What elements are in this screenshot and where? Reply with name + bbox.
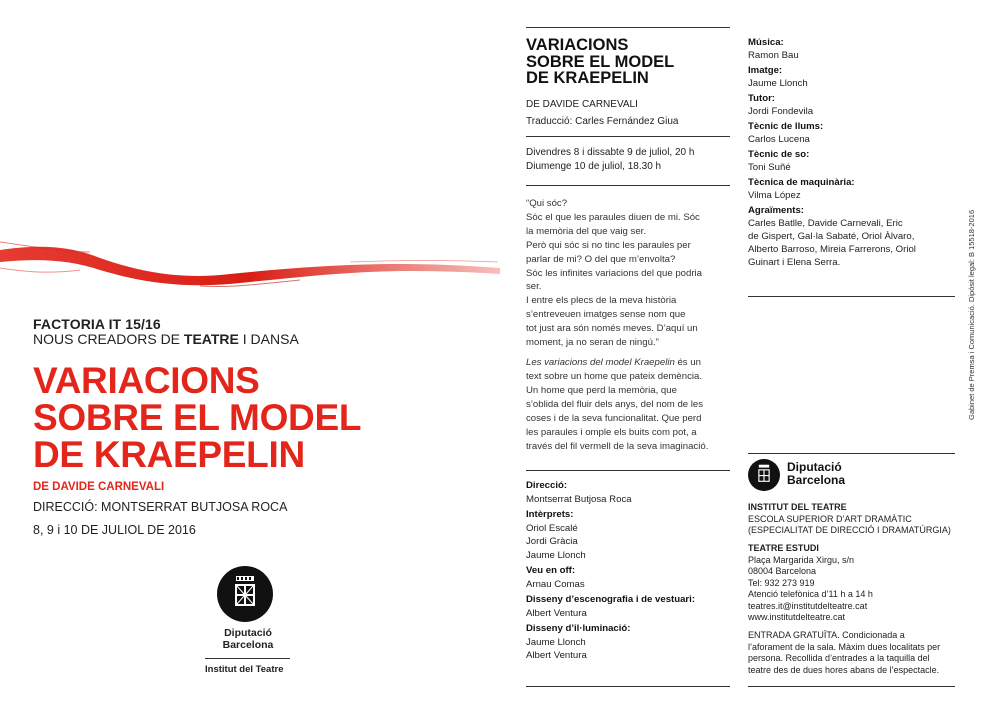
legal-deposit-note: Gabinet de Premsa i Comunicació. Dipòsit legal: B 15518-2016 [967,209,976,420]
divider [526,470,730,471]
description-line: text sobre un home que pateix demència. [526,371,702,382]
credit-label: Direcció: [526,480,568,491]
credit-label: Disseny d’il·luminació: [526,623,631,634]
credit-label: Veu en off: [526,565,576,576]
credit-label: Música: [748,37,784,48]
performance-dates [526,146,730,174]
venue-address: Plaça Margarida Xirgu, s/n [748,554,855,565]
direction-label: DIRECCIÓ: MONTSERRAT BUTJOSA ROCA [33,500,288,514]
venue-email[interactable]: teatres.it@institutdelteatre.cat [748,600,868,611]
divider [205,658,290,659]
credit-label: Tècnica de maquinària: [748,177,855,188]
credit-value: Carlos Lucena [748,134,810,145]
program-title-line: SOBRE EL MODEL [526,52,675,71]
divider [526,185,730,186]
credit-value: Albert Ventura [526,650,587,661]
divider [748,453,955,454]
quote-line: s’entreveuen imatges sense nom que [526,309,686,321]
logo-name [208,627,288,651]
quote-line: tot just ara són només meves. D’aquí un [526,323,698,335]
venue-city: 08004 Barcelona [748,566,817,576]
institute-title: INSTITUT DEL TEATRE [748,502,847,512]
divider [526,27,730,28]
credit-value: Albert Ventura [526,607,587,619]
credit-value: Jaume Llonch [526,636,586,648]
main-title-line: SOBRE EL MODEL [33,397,362,438]
description-line [526,356,730,370]
date-line: Divendres 8 i dissabte 9 de juliol, 20 h [526,147,695,158]
venue-block [748,543,873,624]
credit-value: Arnau Comas [526,578,585,590]
credit-value: Carles Batlle, Davide Carnevali, Eric [748,218,903,229]
series-label: FACTORIA IT 15/16 [33,316,161,332]
main-title-line: DE KRAEPELIN [33,434,305,475]
credit-value: Ramon Bau [748,50,799,61]
credit-value: Jordi Fondevila [748,106,814,117]
credit-value: Montserrat Butjosa Roca [526,493,632,505]
quote-line: I entre els plecs de la meva història [526,295,677,307]
subtitle-bold: TEATRE [183,331,239,347]
entry-line: teatre des de dues hores abans de l’espectacle. [748,664,940,675]
logo-name-line: Diputació [787,460,842,474]
institute-line: ESCOLA SUPERIOR D’ART DRAMÀTIC [748,513,912,524]
diputacio-barcelona-logo-icon [217,566,273,622]
credit-label: Tutor: [748,93,775,104]
description-line: Un home que perd la memòria, que [526,385,677,396]
credit-value: Jordi Gràcia [526,536,578,547]
logo-name-line: Barcelona [222,639,274,651]
description-rest: és un [674,357,701,368]
quote-line: Sóc les infinites variacions del que podria [526,267,702,279]
credit-label: Agraïments: [748,205,804,216]
author-label: DE DAVIDE CARNEVALI [33,481,165,493]
logo-name [787,461,845,487]
credit-value: Oriol Escalé [526,522,578,534]
credit-label: Tècnic de so: [748,149,810,160]
credit-label: Tècnic de llums: [748,121,824,132]
credit-label: Intèrprets: [526,509,574,520]
credit-value: Alberto Barroso, Mireia Farrerons, Oriol [748,244,916,255]
series-subtitle [33,331,299,347]
dates-label: 8, 9 i 10 DE JULIOL DE 2016 [33,523,196,537]
program-title-line: VARIACIONS [526,36,629,54]
venue-website[interactable]: www.institutdelteatre.cat [748,612,846,622]
credit-label: Disseny d’escenografia i de vestuari: [526,594,696,605]
description-line: través del fil vermell de la seva imaginació. [526,441,709,452]
credit-value: Jaume Llonch [748,78,808,89]
program-author: DE DAVIDE CARNEVALI [526,99,638,110]
divider [526,136,730,137]
entry-line: ENTRADA GRATUÏTA. Condicionada a [748,630,905,640]
main-title-line: VARIACIONS [33,360,260,401]
program-title [526,37,730,87]
quote-line: Sóc el que les paraules diuen de mi. Sóc [526,211,700,223]
credit-value: Vilma López [748,190,801,201]
diputacio-barcelona-logo-icon [748,459,780,491]
divider [748,296,955,297]
entry-line: l’aforament de la sala. Màxim dues localitats per [748,641,941,652]
quote-line: “Qui sóc? [526,198,568,209]
credit-value: Guinart i Elena Serra. [748,257,841,268]
credit-value: de Gispert, Gal·la Sabaté, Oriol Àlvaro, [748,231,915,242]
credit-label: Imatge: [748,65,783,76]
venue-title: TEATRE ESTUDI [748,543,819,553]
credits-list-right [748,36,958,269]
quote-line: moment, ja no seran de ningú.” [526,337,659,349]
entry-info [748,630,963,676]
institute-line: (ESPECIALITAT DE DIRECCIÓ I DRAMATÚRGIA) [748,525,951,535]
venue-phone: Tel: 932 273 919 [748,577,815,588]
divider [526,686,730,687]
quote-line: parlar de mi? O del que m’envolta? [526,253,676,265]
play-title-italic: Les variacions del model Kraepelin [526,357,675,368]
entry-line: persona. Recollida d’entrades a la taquilla del [748,653,930,663]
subtitle-pre: NOUS CREADORS DE [33,331,184,347]
description-text [526,356,730,454]
credit-value: Jaume Llonch [526,549,586,561]
logo-name-line: Diputació [224,627,272,639]
program-title-line: DE KRAEPELIN [526,69,649,87]
translation-credit: Traducció: Carles Fernández Giua [526,116,679,127]
institute-block [748,502,951,537]
description-line: coses i de la seva funcionalitat. Que perd [526,413,702,424]
description-line: les paraules i omple els buits com pot, a [526,427,697,438]
red-thread-image [0,228,500,298]
description-line: s’oblida del fluir dels anys, del nom de les [526,399,704,410]
divider [748,686,955,687]
institute-label: Institut del Teatre [205,664,284,675]
venue-hours: Atenció telefònica d’11 h a 14 h [748,589,873,599]
quote-text [526,197,730,350]
main-title [33,362,453,473]
credit-value: Toni Suñé [748,162,791,173]
quote-line: Però qui sóc si no tinc les paraules per [526,239,691,251]
credits-list-middle [526,479,730,663]
subtitle-post: I DANSA [238,331,299,347]
quote-line: ser. [526,281,542,293]
logo-name-line: Barcelona [787,473,846,487]
date-line: Diumenge 10 de juliol, 18.30 h [526,161,662,172]
quote-line: la memòria del que vaig ser. [526,225,646,237]
